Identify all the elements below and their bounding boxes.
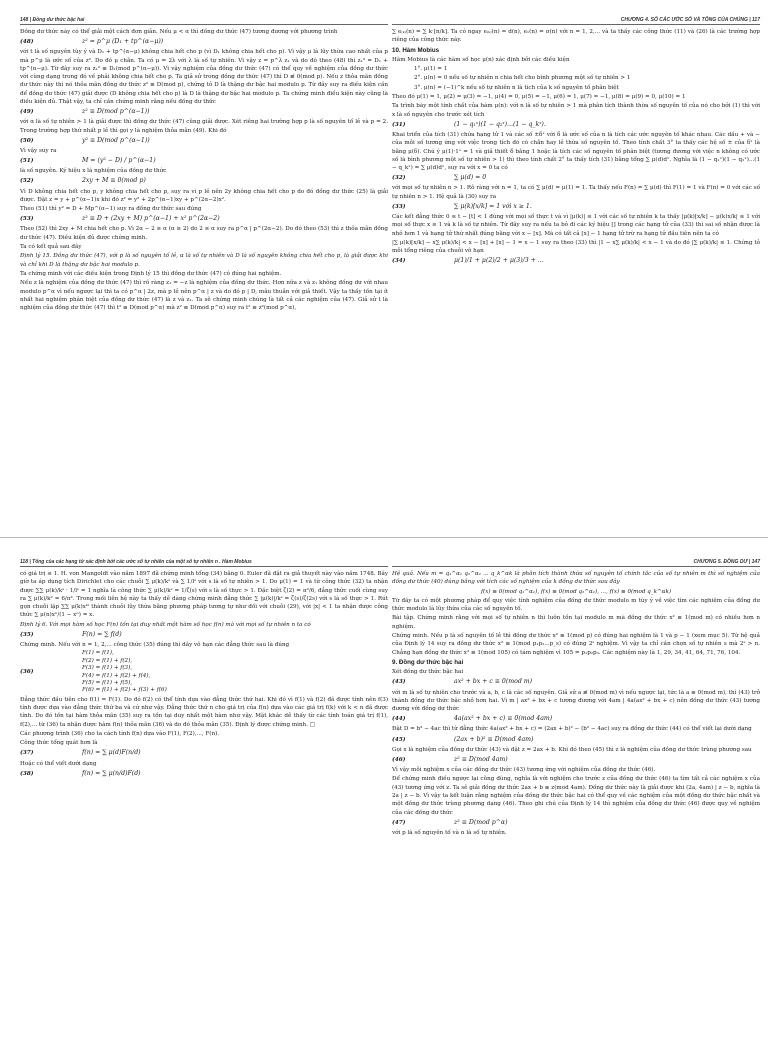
page-117: [392, 28, 760, 522]
condition-2: 2°. μ(n) = 0 nếu số tự nhiên n chia hết cho bình phương một số tự nhiên > 1: [414, 75, 631, 82]
section-title-quadratic: 9. Đồng dư thức bậc hai: [392, 658, 464, 666]
equation-body: F(n) = ∑ f(d): [82, 630, 122, 638]
equation-row: F(6) = f(1) + f(2) + f(3) + f(6): [82, 687, 167, 694]
equation-number: (50): [20, 137, 34, 144]
equation-row: F(1) = f(1),: [82, 650, 114, 657]
equation-31: [392, 120, 760, 130]
paragraph: với m là số tự nhiên cho trước và a, b, c là các số nguyên. Giả sử a ≢ 0(mod m) vì nếu ngược lại, tức là a ≡ 0(mod m), thì (43) trở thành đồng dư thức bậc nhỏ hơn hai. Vì m | ax² + bx + c tương đương với 4am | 4a(ax² + bx + c) nên đồng dư thức (43) tương đương với đồng dư thức: [392, 689, 760, 713]
theorem-6: Định lý 6. Với mọi hàm số học F(n) tồn tại duy nhất một hàm số học f(n) mà với mọi số tự nhiên n ta có: [20, 621, 311, 628]
equation-number: (46): [392, 756, 406, 763]
paragraph: Để chứng minh điều ngược lại cũng đúng, nghĩa là với nghiệm cho trước z của đồng dư thức (46) ta tìm tất cả các nghiệm x của (43) tương ứng với z. Ta sẽ giải đồng dư thức 2ax + b ≡ z(mod 4am). Đồng dư thức này là giải được khi (2a, 4am) | z − b, nghĩa là 2a | z − b. Vì vậy ta kết luận rằng nghiệm của đồng dư thức bậc hai có thể quy về các nghiệm của một đồng dư thức bậc nhất và một đồng dư thức trùng phương dạng (46). Theo ghi chú của Định lý 14 thì nghiệm của đồng dư thức (46) được quy về nghiệm của các đồng dư thức: [392, 776, 760, 816]
equation-number: (37): [20, 750, 34, 757]
equation-body: z² ≡ D(mod p^α): [454, 818, 508, 826]
theorem-15: Định lý 15. Đồng dư thức (47), với p là số nguyên tố lẻ, α là số tự nhiên và D là số nguyên không chia hết cho p, là giải được khi và chỉ khi D là thặng dư bậc hai modulo p.: [20, 253, 388, 268]
equation-53: [20, 214, 388, 224]
equation-36: [20, 650, 388, 694]
paragraph: Vì vậy mỗi nghiệm x của các đồng dư thức (43) tương ứng với nghiệm của đồng dư thức (46).: [392, 767, 656, 774]
equation-row: F(4) = f(1) + f(2) + f(4),: [82, 672, 151, 679]
equation-body: (2ax + b)² ≡ D(mod 4am): [454, 735, 534, 743]
paragraph: Công thức tổng quát hơn là: [20, 740, 98, 747]
paragraph: Hàm Mobius là các hàm số học μ(n) xác định bởi các điều kiện: [392, 56, 570, 63]
paragraph: Ta có kết quả sau đây: [20, 244, 82, 251]
equation-number: (36): [20, 669, 34, 676]
paragraph: Các phương trình (36) cho ta cách tính f(n) dựa vào F(1), F(2),..., F(n).: [20, 731, 220, 737]
paragraph: Đồng dư thức này có thể giải một cách đơn giản. Nếu μ < α thì đồng dư thức (47) tương đương với phương trình: [20, 29, 338, 35]
paragraph: Hoặc có thể viết dưới dạng: [20, 760, 97, 767]
equation-number: (44): [392, 716, 406, 723]
proof: Chứng minh. Nếu p là số nguyên tố lẻ thì đồng dư thức x² ≡ 1(mod p) có đúng hai nghiệm là 1 và p − 1 (xem mục 5). Từ hệ quả của Định lý 14 suy ra đồng dư thức x² ≡ 1(mod p₁p₂...p_s) có đúng 2ˢ nghiệm. Vì vậy ta chỉ cần chọn số tự nhiên s mà 2ˢ > n. Chẳng hạn đồng dư thức x² ≡ 1(mod 105) có tám nghiệm vì 105 = p₁p₂p₃. Các nghiệm này là 1, 29, 34, 41, 64, 71, 76, 104.: [392, 633, 760, 656]
equation-43: [392, 678, 760, 688]
equation-body: ax² + bx + c ≡ 0(mod m): [454, 678, 533, 686]
paragraph: Chứng minh. Nếu với n = 1, 2,... công thức (35) đúng thì dãy vô hạn các đẳng thức sau là đúng: [20, 642, 290, 649]
paragraph: với p là số nguyên tố và α là số tự nhiên.: [392, 829, 507, 836]
paragraph: với t là số nguyên tùy ý và D₁ + tp^(α−μ) không chia hết cho p (vì D₁ không chia hết cho p). Vì vậy μ là lũy thừa cao nhất của p mà p^μ là ước số của z². Do đó μ chẵn. Ta có μ = 2λ với λ là số tự nhiên. Vì vậy z = p^λ z₁ và do đó theo (48) thì z₁² = D₁ + tp^(α−μ). Từ đây suy ra z₁² ≡ D₁(mod p^(α−μ)). Vì vậy nghiệm của đồng dư thức (47) có thể quy về nghiệm của đồng dư thức với cùng dạng trong đó về phải không chia hết cho p. Ta giả sử trong đồng dư thức (47) thì D ≢ 0(mod p). Nếu z thỏa mãn đồng dư thức này thì nó thỏa mãn đồng dư thức z² ≡ D(mod p), chứng tỏ D là thặng dư bậc hai modulo p. Từ đây suy ra điều kiện cần để đồng dư thức (47) giải được (D không chia hết cho p) là D là thặng dư bậc hai modulo p. Ta chứng minh điều kiện này cũng là điều kiện đủ. Thật vậy, ta chỉ cần chứng minh rằng nếu đồng dư thức: [20, 49, 388, 106]
paragraph: Ta trình bày một tính chất của hàm μ(n): với n là số tự nhiên > 1 mà phân tích thành thừa số nguyên tố của nó cho bởi (1) thì với x là số nguyên cho trước xét tích: [392, 103, 760, 118]
page-147: [392, 570, 760, 1064]
equation-35: [20, 630, 388, 640]
paragraph: Vì D không chia hết cho p, y không chia hết cho p, suy ra vì p lẻ nên 2y không chia hết cho p do đó đồng dư thức (25) là giải được. Đặt z = y + p^(α−1)x khi đó z² = y² + 2p^(α−1)xy + p^(2α−2)x².: [20, 188, 388, 203]
paragraph: Vì vậy suy ra: [20, 147, 57, 154]
equation-body: z² ≡ D + (2xy + M) p^(α−1) + x² p^(2α−2): [82, 215, 220, 223]
equation-body: 4a(ax² + bx + c) ≡ 0(mod 4am): [454, 715, 553, 723]
equation-number: (35): [20, 631, 34, 638]
exercise: Bài tập. Chứng minh rằng với mọi số tự nhiên n thì luôn tồn tại modulo m mà đồng dư thức x² ≡ 1(mod m) có nhiều hơn n nghiệm.: [392, 615, 760, 630]
equation-32: [392, 173, 760, 183]
paragraph: Xét đồng dư thức bậc hai: [392, 669, 464, 676]
equation-47: [392, 818, 760, 828]
equation-body: M = (y² − D) / p^(α−1): [82, 157, 156, 165]
paragraph: ∑ e₍ₖ₎(n) = ∑ k·[n/k]. Ta có ngay e₍ₖ₎(n) = d(n), e₁(n) = σ(n) với n = 1, 2,... và ta thấy các công thức (11) và (26) là các trường hợp riêng của công thức này.: [392, 29, 760, 44]
paragraph: là số nguyên. Ký hiệu x là nghiệm của đồng dư thức: [20, 168, 167, 175]
page-header-148: 148 | Đồng dư thức bậc hai: [20, 16, 388, 25]
equation-body: ∑ μ(k)[x/k] = 1 với x ≥ 1.: [454, 202, 532, 210]
page-header-147: CHƯƠNG 5. ĐỒNG DƯ | 147: [392, 558, 760, 567]
page-header-117: CHƯƠNG 4. SỐ CÁC ƯỚC SỐ VÀ TỔNG CỦA CHÚNG | 117: [392, 16, 760, 25]
equation-number: (43): [392, 679, 406, 686]
equation-45: [392, 735, 760, 745]
equation-number: (31): [392, 121, 406, 128]
equation-48: [20, 37, 388, 47]
equation-row: F(3) = f(1) + f(3),: [82, 665, 133, 672]
equation-body: y² ≡ D(mod p^(α−1)): [82, 136, 150, 144]
paragraph: có giá trị ≤ 1. H. von Mangoldt vào năm 1897 đã chứng minh tổng (34) bằng 0. Euler đã đặt ra giả thuyết này vào năm 1748. Bây giờ ta áp dụng tích Dirichlet cho các chuỗi ∑ μ(k)/kˢ và ∑ 1/lˢ với s là số tự nhiên > 1. Do μ(1) = 1 và từ công thức (32) ta nhận được ∑∑ μ(k)/kˢ · 1/lˢ = 1 nghĩa là công thức ∑ μ(k)/kˢ = 1/ζ(s) với s là số thực > 1. Đặc biệt ζ(2) = π²/6, đẳng thức cuối cùng suy ra ∑ μ(k)/k² = 6/π². Trong mối liên hệ này ta thấy dễ dàng chứng minh đẳng thức ∑ |μ(k)|/kˢ = ζ(s)/ζ(2s) với s là số thực > 1. Rút gọn chuỗi lặp ∑∑ μ(k)xᵏˡ thành chuỗi lũy thừa bằng phương pháp tương tự như đối với chuỗi (29), với |x| < 1 ta nhận được công thức ∑ μ(n)xⁿ/(1 − xⁿ) = x.: [20, 571, 388, 619]
paragraph: Theo đó μ(1) = 1, μ(2) = μ(3) = −1, μ(4) = 0, μ(5) = −1, μ(6) = 1, μ(7) = −1, μ(8) = μ(9) = 0, μ(10) = 1: [392, 94, 686, 101]
equation-row: F(2) = f(1) + f(2),: [82, 657, 133, 664]
equation-number: (45): [392, 736, 406, 743]
equation-body: ∑ μ(d) = 0: [454, 174, 487, 182]
equation-44: [392, 714, 760, 724]
equation-number: (52): [20, 178, 34, 185]
paragraph: Đẳng thức đầu tiên cho f(1) = F(1). Do đó f(2) có thể tính dựa vào đẳng thức thứ hai. Khi đó vì f(1) và f(2) đã được tính nên f(3) tính được dựa vào đẳng thức thứ ba và cứ như vậy. Đẳng thức thứ n cho giá trị của f(n) dựa vào các giá trị f(k) với k < n đã được tính. Do đó tồn tại hàm thỏa mãn (35) suy ra tồn tại duy nhất một hàm như vậy. Mặt khác dễ thấy từ các tính toán giá trị f(1), f(2),... từ (36) ta nhận được hàm f(n) thỏa mãn (36) và do đó thỏa mãn (35). Định lý được chứng minh. □: [20, 696, 388, 728]
equation-body: 2xy + M ≡ 0(mod p): [82, 177, 146, 185]
equation-number: (38): [20, 770, 34, 777]
condition-1: 1°. μ(1) = 1: [414, 66, 448, 73]
equation-number: (53): [20, 216, 34, 223]
equation-number: (48): [20, 39, 34, 46]
equation-number: (34): [392, 258, 406, 265]
condition-3: 3°. μ(n) = (−1)^k nếu số tự nhiên n là tích của k số nguyên tố phân biệt: [414, 84, 619, 91]
equation-33: [392, 202, 760, 212]
equation-body: z² = p^μ (D₁ + tp^(α−μ)): [82, 38, 164, 46]
paragraph: Gọi x là nghiệm của đồng dư thức (43) và đặt z = 2ax + b. Khi đó theo (45) thì z là nghiệm của đồng dư thức trùng phương sau: [392, 746, 752, 753]
paragraph: Theo (51) thì y² = D + Mp^(α−1) suy ra đồng dư thức sau đúng: [20, 206, 202, 213]
paragraph: với mọi số tự nhiên n > 1. Rõ ràng với n = 1, ta có ∑ μ(d) = μ(1) = 1. Ta thấy nếu F(n) = ∑ μ(d) thì F(1) = 1 và F(n) = 0 với các số tự nhiên n > 1. Hệ quả là (30) suy ra: [392, 185, 760, 200]
page-148: [20, 28, 388, 522]
equation-body: (1 − q₁ˣ)(1 − q₂ˣ)...(1 − q_kˣ).: [454, 120, 546, 128]
equation-52: [20, 177, 388, 187]
paragraph: Khai triển của tích (31) chứa hạng tử 1 và các số ±δˣ với δ là ước số của n là tích các ước nguyên tố khác nhau. Các dấu + và − của mỗi số tương ứng với việc trong tích đó có chẵn hay lẻ thừa số nguyên tố. Theo tính chất 3° ta thấy các hệ số ± của δˣ là bằng μ(δ). Chú ý μ(1)·1ˣ = 1 và giả thiết δ bằng 1 hoặc là tích các số nguyên tố phân biệt (tương đương với việc n không có ước số là bình phương một số tự nhiên > 1) thì theo tính chất 2° ta thấy tích (31) bằng tổng ∑ μ(d)dˣ. Nghĩa là (1 − q₁ˣ)(1 − q₂ˣ)...(1 − q_kˣ) = ∑ μ(d)dˣ, suy ra với x = 0 ta có: [392, 131, 760, 172]
section-title-mobius: 10. Hàm Mobius: [392, 46, 440, 54]
equation-number: (47): [392, 819, 406, 826]
equation-49: [20, 107, 388, 117]
equation-number: (32): [392, 175, 406, 182]
equation-34: [392, 257, 760, 267]
paragraph: |∑ μ(k)[x/k] − x∑ μ(k)/k| < x − [x] + [x] − 1 = x − 1 suy ra theo (33) thì |1 − x∑ μ(k)/k| < x − 1 và do đó |∑ μ(k)/k| ≤ 1. Chứng tỏ mỗi tổng riêng của chuỗi vô hạn: [392, 239, 760, 255]
paragraph: Nếu z là nghiệm của đồng dư thức (47) thì rõ ràng z₁ = −z là nghiệm của đồng dư thức. Hơn nữa z và z₁ không đồng dư với nhau modulo p^α vì nếu ngược lại thì ta có p^α | 2z, mà p lẻ nên p^α | z và do đó p | D, mâu thuẫn với giả thiết. Vậy ta thấy tồn tại ít nhất hai nghiệm phân biệt của đồng dư thức (47) là z và z₁. Ta sẽ chứng minh chúng là tất cả các nghiệm của (47). Giả sử t là nghiệm của đồng dư thức (47) thì t² ≡ D(mod p^α) mà z² ≡ D(mod p^α) suy ra t² ≡ z²(mod p^α),: [20, 280, 388, 312]
equation-46: [392, 755, 760, 765]
page-divider: [0, 537, 768, 538]
equation-row: F(5) = f(1) + f(5),: [82, 680, 133, 686]
equation-number: (49): [20, 109, 34, 116]
equation-36-rows: [72, 650, 167, 694]
equation-body: z² ≡ D(mod 4am): [454, 755, 508, 763]
paragraph: với α là số tự nhiên > 1 là giải được thì đồng dư thức (47) cũng giải được. Xét riêng hai trường hợp p là số nguyên tố lẻ và p = 2. Trong trường hợp thứ nhất p lẻ thì gọi y là nghiệm thỏa mãn (49). Khi đó: [20, 119, 388, 134]
paragraph: Các kết đẳng thức 0 ≤ t − [t] < 1 đúng với mọi số thực t và vì |μ(k)| ≤ 1 với các số tự nhiên k ta thấy |μ(k)[x/k] − μ(k)x/k| ≤ 1 với mọi số thực x ≥ 1 và k là số tự nhiên. Từ đây suy ra nếu ta bỏ đi các ký hiệu [] trong các hạng tử của (33) thì sai số nhận được là nhỏ hơn 1 và hạng tử thứ nhất đúng bằng với x − [x]. Mà có tất cả [x] − 1 hạng tử trừ ra hạng tử đầu tiên nên ta có: [392, 214, 760, 237]
corollary-equation: f(x) ≡ 0(mod q₁^α₁), f(x) ≡ 0(mod q₂^α₂), ..., f(x) ≡ 0(mod q_k^αk): [480, 588, 672, 595]
paragraph: Đặt D = b² − 4ac thì từ đẳng thức 4a(ax² + bx + c) = (2ax + b)² − (b² − 4ac) suy ra đồng dư thức (44) có thể viết lại dưới dạng: [392, 726, 752, 733]
equation-51: [20, 156, 388, 166]
equation-body: f(n) = ∑ μ(d)F(n/d): [82, 749, 141, 757]
paragraph: Theo (52) thì 2xy + M chia hết cho p. Vì 2α − 2 ≥ α (α ≥ 2) do 2 ≤ α suy ra p^α | p^(2α−2). Do đó theo (53) thì z thỏa mãn đồng dư thức (47). Điều kiện đủ được chứng minh.: [20, 226, 388, 241]
page-118: [20, 570, 388, 1064]
equation-body: z² ≡ D(mod p^(α−1)): [82, 108, 150, 116]
equation-body: μ(1)/1 + μ(2)/2 + μ(3)/3 + ...: [454, 257, 544, 265]
equation-number: (51): [20, 158, 34, 165]
page-header-118: 118 | Tổng của các hạng tử xác định bởi các ước số tự nhiên của một số tự nhiên n . Hàm Mobius: [20, 558, 388, 567]
equation-37: [20, 749, 388, 759]
equation-38: [20, 769, 388, 779]
equation-number: (33): [392, 203, 406, 210]
equation-body: f(n) = ∑ μ(n/d)F(d): [82, 769, 141, 777]
corollary: Hệ quả. Nếu m = q₁^α₁ q₂^α₂ ... q_k^αk là phân tích thành thừa số nguyên tố chính tắc của số tự nhiên m thì số nghiệm của đồng dư thức (40) đúng bằng với tích các số nghiệm của k đồng dư thức sau đây: [392, 571, 760, 586]
equation-50: [20, 136, 388, 146]
paragraph: Ta chứng minh với các điều kiện trong Định lý 15 thì đồng dư thức (47) có đúng hai nghiệm.: [20, 270, 282, 277]
paragraph: Từ đây ta có một phương pháp để quy việc tính nghiệm của đồng dư thức modulo m tùy ý về việc tìm các nghiệm của đồng dư thức modulo là lũy thừa của các số nguyên tố.: [392, 597, 760, 613]
